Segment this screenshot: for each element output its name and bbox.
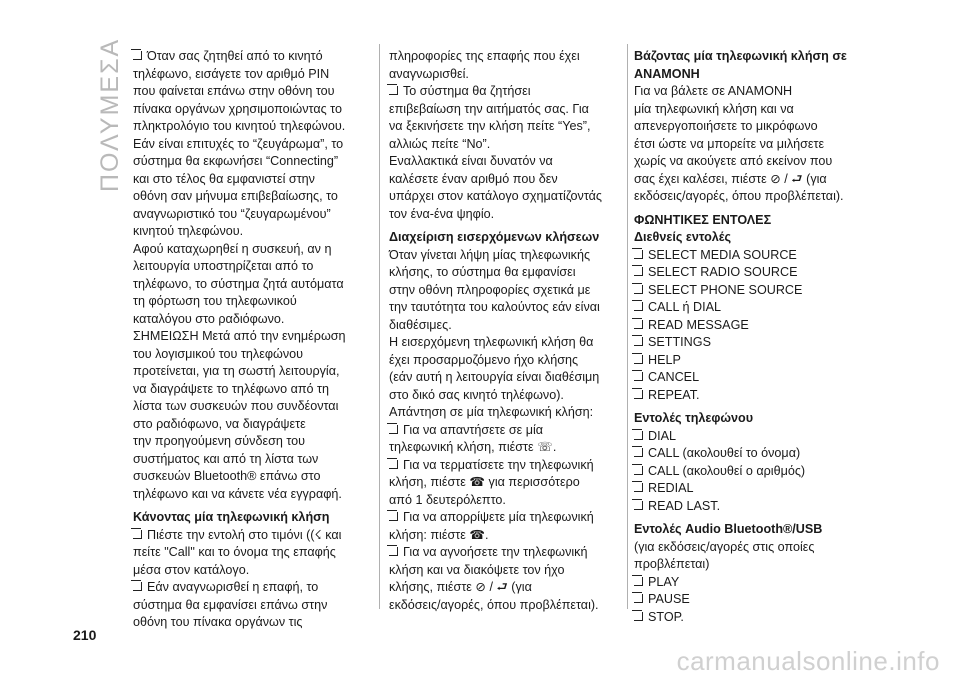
text-line	[389, 579, 629, 597]
line-text: σας έχει καλέσει, πιέστε ⊘ / ⮐ (για	[634, 171, 827, 186]
text-line	[389, 422, 629, 440]
text-line	[389, 509, 629, 527]
line-text: καλέσετε έναν αριθμό που δεν	[389, 171, 558, 186]
bullet-icon	[389, 460, 398, 469]
text-line	[133, 398, 373, 416]
line-text: DIAL	[648, 428, 676, 443]
line-text: CALL (ακολουθεί το όνομα)	[648, 446, 801, 460]
text-line	[389, 136, 629, 154]
line-text: Βάζοντας μία τηλεφωνική κλήση σε	[634, 49, 847, 63]
line-text: Για να απαντήσετε σε μία	[403, 422, 544, 437]
line-text: Εάν είναι επιτυχές το “ζευγάρωμα”, το	[133, 136, 344, 151]
text-line	[389, 66, 629, 84]
text-line	[133, 381, 373, 399]
line-text: Όταν γίνεται λήψη μίας τηλεφωνικής	[389, 247, 591, 262]
column-divider	[379, 44, 380, 609]
line-text: αναγνωρισθεί.	[389, 66, 469, 81]
text-line	[133, 241, 373, 259]
line-text: Εντολές τηλεφώνου	[634, 411, 754, 425]
bullet-icon	[133, 582, 142, 591]
line-text: χωρίς να ακούγετε από εκείνον που	[634, 154, 833, 168]
line-text: που φαίνεται επάνω στην οθόνη του	[133, 84, 335, 98]
text-line	[389, 101, 629, 119]
section-heading	[389, 229, 629, 247]
text-line	[133, 346, 373, 364]
text-line	[133, 188, 373, 206]
line-text: να διαγράψετε το τηλέφωνο από τη	[133, 381, 330, 396]
bullet-icon	[634, 431, 643, 440]
line-text: πληροφορίες της επαφής που έχει	[389, 49, 580, 63]
text-line	[389, 387, 629, 405]
bullet-icon	[389, 425, 398, 434]
line-text: τηλέφωνο, το σύστημα ζητά αυτόματα	[133, 276, 344, 291]
text-line	[389, 457, 629, 475]
text-line	[389, 282, 629, 300]
text-line	[389, 48, 629, 66]
bullet-icon	[634, 483, 643, 492]
line-text: διαθέσιμες.	[389, 317, 452, 332]
text-line	[634, 136, 884, 154]
section-heading	[634, 229, 884, 247]
text-line	[634, 352, 884, 370]
text-line	[133, 433, 373, 451]
text-line	[389, 527, 629, 545]
section-heading	[133, 509, 373, 527]
side-section-title	[64, 37, 124, 192]
line-text: τηλέφωνο και να κάνετε νέα εγγραφή.	[133, 486, 342, 501]
line-text: PLAY	[648, 574, 680, 589]
bullet-icon	[634, 577, 643, 586]
text-line	[634, 118, 884, 136]
text-line	[389, 334, 629, 352]
line-text: STOP.	[648, 609, 684, 624]
line-text: από 1 δευτερόλεπτο.	[389, 492, 506, 507]
line-text: κλήση και να διακόψετε τον ήχο	[389, 562, 565, 577]
text-line	[389, 171, 629, 189]
line-text: συσκευών Bluetooth® επάνω στο	[133, 469, 321, 483]
text-line	[634, 101, 884, 119]
bullet-icon	[634, 501, 643, 510]
page-number: 210	[73, 627, 97, 643]
column-3	[634, 48, 884, 626]
line-text: (για εκδόσεις/αγορές στις οποίες	[634, 539, 815, 554]
line-text: έχει προσαρμοζόμενο ήχο κλήσης	[389, 352, 579, 367]
text-line	[133, 48, 373, 66]
section-heading	[634, 410, 884, 428]
line-text: λίστα των συσκευών που συνδέονται	[133, 399, 339, 413]
line-text: οθόνη σαν μήνυμα επιβεβαίωσης, το	[133, 189, 338, 203]
bullet-icon	[634, 466, 643, 475]
line-text: του λογισμικού του τηλεφώνου	[133, 346, 304, 361]
text-line	[634, 247, 884, 265]
line-text: κινητού τηλεφώνου.	[133, 224, 244, 238]
line-text: (εάν αυτή η λειτουργία είναι διαθέσιμη	[389, 370, 600, 384]
line-text: πίνακα οργάνων χρησιμοποιώντας το	[133, 101, 342, 116]
line-text: READ MESSAGE	[648, 317, 749, 332]
line-text: SETTINGS	[648, 335, 711, 349]
text-line	[634, 498, 884, 516]
line-text: Όταν σας ζητηθεί από το κινητό	[147, 49, 323, 63]
text-line	[389, 544, 629, 562]
line-text: Αφού καταχωρηθεί η συσκευή, αν η	[133, 241, 332, 256]
text-line	[133, 83, 373, 101]
bullet-icon	[634, 337, 643, 346]
line-text: Εάν αναγνωρισθεί η επαφή, το	[147, 580, 319, 594]
text-line	[634, 282, 884, 300]
line-text: σύστημα θα εμφανίσει επάνω στην	[133, 597, 328, 612]
line-text: ΑΝΑΜΟΝΗ	[634, 66, 700, 81]
text-line	[133, 153, 373, 171]
bullet-icon	[133, 51, 142, 60]
side-title-text: ΠΟΛΥΜΕΣΑ	[96, 37, 124, 192]
line-text: Διαχείριση εισερχόμενων κλήσεων	[389, 230, 600, 244]
line-text: ΣΗΜΕΙΩΣΗ Μετά από την ενημέρωση	[133, 329, 346, 343]
text-line	[389, 492, 629, 510]
line-text: προτείνεται, για τη σωστή λειτουργία,	[133, 364, 340, 378]
line-text: στο ραδιόφωνο, να διαγράψετε	[133, 416, 306, 431]
line-text: κλήσης, πιέστε ⊘ / ⮐ (για	[389, 580, 532, 594]
line-text: την προηγούμενη σύνδεση του	[133, 434, 306, 448]
line-text: CALL (ακολουθεί ο αριθμός)	[648, 463, 806, 478]
line-text: σύστημα θα εκφωνήσει “Connecting”	[133, 154, 339, 168]
text-line	[634, 480, 884, 498]
line-text: Διεθνείς εντολές	[634, 230, 732, 244]
watermark-text: carmanualsonline.info	[676, 646, 940, 676]
line-text: να ξεκινήσετε την κλήση πείτε “Yes”,	[389, 119, 591, 133]
line-text: PAUSE	[648, 592, 690, 606]
line-text: κλήση, πιέστε ☎ για περισσότερο	[389, 475, 580, 489]
text-line	[634, 556, 884, 574]
column-2	[389, 48, 629, 614]
text-line	[634, 591, 884, 609]
line-text: οθόνη του πίνακα οργάνων τις	[133, 615, 303, 629]
text-line	[133, 206, 373, 224]
line-text: υπάρχει στον κατάλογο σχηματίζοντάς	[389, 189, 602, 203]
line-text: πείτε "Call" και το όνομα της επαφής	[133, 545, 336, 559]
bullet-icon	[634, 448, 643, 457]
text-line	[389, 188, 629, 206]
line-text: συστήματος και από τη λίστα των	[133, 451, 319, 466]
text-line	[389, 439, 629, 457]
text-line	[389, 317, 629, 335]
line-text: Εναλλακτικά είναι δυνατόν να	[389, 154, 553, 168]
text-line	[133, 562, 373, 580]
text-line	[133, 527, 373, 545]
text-line	[634, 428, 884, 446]
bullet-icon	[634, 302, 643, 311]
line-text: Η εισερχόμενη τηλεφωνική κλήση θα	[389, 335, 594, 349]
bullet-icon	[634, 594, 643, 603]
bullet-icon	[634, 390, 643, 399]
text-line	[389, 352, 629, 370]
line-text: εκδόσεις/αγορές, όπου προβλέπεται).	[389, 597, 599, 612]
line-text: τη φόρτωση του τηλεφωνικού	[133, 294, 297, 308]
bullet-icon	[133, 530, 142, 539]
line-text: καταλόγου στο ραδιόφωνο.	[133, 311, 285, 326]
bullet-icon	[634, 267, 643, 276]
line-text: πληκτρολόγιο του κινητού τηλεφώνου.	[133, 119, 346, 133]
line-text: στο δικό σας κινητό τηλέφωνο).	[389, 387, 564, 402]
line-text: κλήση: πιέστε ☎.	[389, 527, 489, 542]
text-line	[634, 539, 884, 557]
section-heading	[634, 521, 884, 539]
bullet-icon	[634, 612, 643, 621]
line-text: κλήσης, το σύστημα θα εμφανίσει	[389, 265, 576, 279]
text-line	[389, 247, 629, 265]
line-text: Το σύστημα θα ζητήσει	[403, 84, 531, 98]
text-line	[634, 445, 884, 463]
text-line	[389, 562, 629, 580]
bullet-icon	[634, 250, 643, 259]
line-text: ΦΩΝΗΤΙΚΕΣ ΕΝΤΟΛΕΣ	[634, 212, 772, 227]
text-line	[133, 293, 373, 311]
section-heading	[634, 66, 884, 84]
text-line	[634, 299, 884, 317]
text-line	[634, 264, 884, 282]
line-text: Εντολές Audio Bluetooth®/USB	[634, 522, 823, 536]
line-text: Για να αγνοήσετε την τηλεφωνική	[403, 545, 588, 559]
text-line	[133, 311, 373, 329]
line-text: CALL ή DIAL	[648, 300, 722, 314]
text-line	[133, 328, 373, 346]
text-line	[389, 118, 629, 136]
line-text: μία τηλεφωνική κλήση και να	[634, 101, 794, 116]
text-line	[389, 153, 629, 171]
text-line	[133, 101, 373, 119]
text-line	[389, 299, 629, 317]
line-text: SELECT PHONE SOURCE	[648, 282, 803, 297]
text-line	[133, 544, 373, 562]
line-text: αναγνωριστικό του “ζευγαρωμένου”	[133, 206, 331, 221]
text-line	[133, 66, 373, 84]
line-text: μέσα στον κατάλογο.	[133, 562, 250, 577]
line-text: HELP	[648, 352, 681, 367]
text-line	[634, 171, 884, 189]
text-line	[133, 579, 373, 597]
text-line	[133, 614, 373, 632]
line-text: στην οθόνη πληροφορίες σχετικά με	[389, 282, 591, 297]
text-line	[133, 597, 373, 615]
bullet-icon	[634, 372, 643, 381]
text-line	[389, 369, 629, 387]
line-text: CANCEL	[648, 370, 700, 384]
text-line	[389, 597, 629, 615]
text-line	[634, 463, 884, 481]
section-heading	[634, 48, 884, 66]
text-line	[133, 363, 373, 381]
text-line	[133, 136, 373, 154]
bullet-icon	[389, 547, 398, 556]
column-divider	[627, 44, 628, 609]
line-text: επιβεβαίωση την αιτήματός σας. Για	[389, 101, 589, 116]
text-line	[634, 574, 884, 592]
bullet-icon	[634, 355, 643, 364]
line-text: απενεργοποιήσετε το μικρόφωνο	[634, 119, 818, 133]
line-text: REDIAL	[648, 481, 694, 495]
text-line	[133, 451, 373, 469]
line-text: Για να τερματίσετε την τηλεφωνική	[403, 457, 594, 472]
bullet-icon	[634, 320, 643, 329]
line-text: READ LAST.	[648, 498, 721, 513]
text-line	[634, 387, 884, 405]
bullet-icon	[389, 512, 398, 521]
line-text: την ταυτότητα του καλούντος εάν είναι	[389, 300, 600, 314]
text-line	[133, 486, 373, 504]
column-1	[133, 48, 373, 632]
line-text: εκδόσεις/αγορές, όπου προβλέπεται).	[634, 189, 844, 203]
line-text: Κάνοντας μία τηλεφωνική κλήση	[133, 510, 330, 524]
text-line	[133, 258, 373, 276]
text-line	[389, 264, 629, 282]
text-line	[634, 609, 884, 627]
section-heading	[634, 212, 884, 230]
text-line	[133, 276, 373, 294]
line-text: έτσι ώστε να μπορείτε να μιλήσετε	[634, 136, 825, 151]
text-line	[133, 416, 373, 434]
line-text: SELECT MEDIA SOURCE	[648, 247, 797, 262]
line-text: τον ένα-ένα ψηφίο.	[389, 206, 495, 221]
line-text: Πιέστε την εντολή στο τιμόνι ((☇ και	[147, 527, 342, 542]
bullet-icon	[389, 86, 398, 95]
line-text: προβλέπεται)	[634, 557, 710, 571]
text-line	[133, 468, 373, 486]
line-text: Για να απορρίψετε μία τηλεφωνική	[403, 510, 594, 524]
text-line	[389, 404, 629, 422]
text-line	[133, 223, 373, 241]
text-line	[634, 153, 884, 171]
line-text: SELECT RADIO SOURCE	[648, 265, 798, 279]
watermark	[0, 646, 960, 683]
line-text: τηλέφωνο, εισάγετε τον αριθμό PIN	[133, 66, 330, 81]
text-line	[389, 83, 629, 101]
text-line	[634, 317, 884, 335]
text-line	[133, 171, 373, 189]
text-line	[634, 188, 884, 206]
line-text: λειτουργία υποστηρίζεται από το	[133, 259, 314, 273]
line-text: Για να βάλετε σε ΑΝΑΜΟΝΗ	[634, 84, 793, 98]
line-text: τηλεφωνική κλήση, πιέστε ☏.	[389, 440, 557, 454]
text-line	[133, 118, 373, 136]
text-line	[634, 369, 884, 387]
line-text: και στο τέλος θα εμφανιστεί στην	[133, 171, 315, 186]
line-text: Απάντηση σε μία τηλεφωνική κλήση:	[389, 405, 594, 419]
line-text: REPEAT.	[648, 387, 700, 402]
text-line	[389, 474, 629, 492]
text-line	[389, 206, 629, 224]
bullet-icon	[634, 285, 643, 294]
text-line	[634, 334, 884, 352]
text-line	[634, 83, 884, 101]
line-text: αλλιώς πείτε “No”.	[389, 136, 491, 151]
